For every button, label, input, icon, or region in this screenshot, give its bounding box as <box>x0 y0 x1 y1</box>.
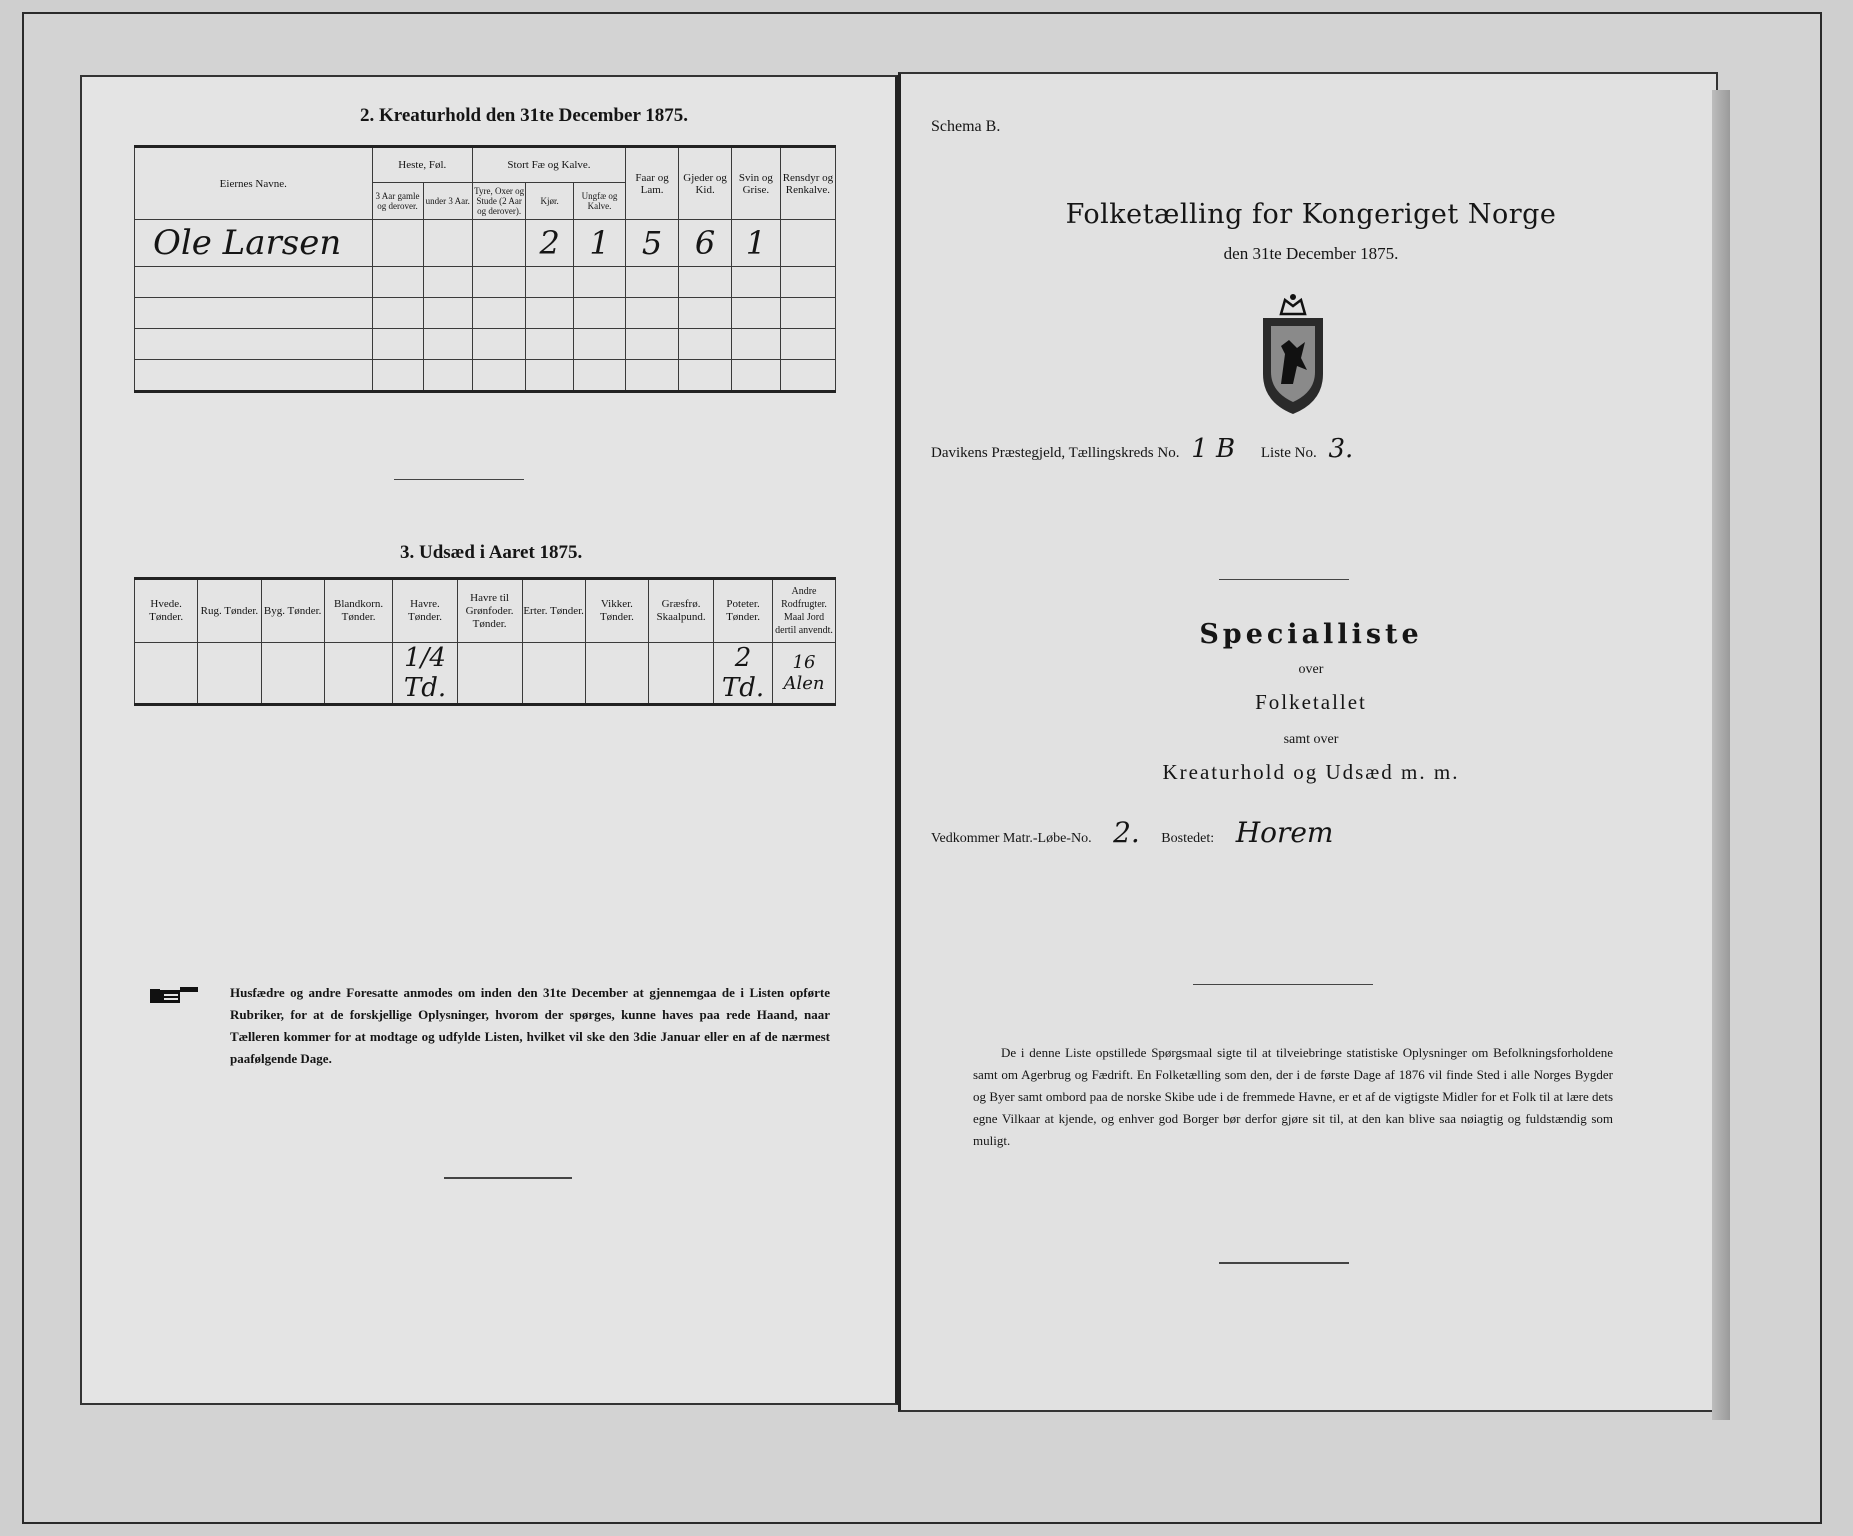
table-row <box>135 643 836 705</box>
section3-title: 3. Udsæd i Aaret 1875. <box>400 542 583 563</box>
divider <box>1219 1262 1349 1264</box>
bosted-value: Horem <box>1235 816 1334 849</box>
hvede-header: Hvede. Tønder. <box>135 579 198 643</box>
poteter-header: Poteter. Tønder. <box>714 579 773 643</box>
havre-value: 1/4 Td. <box>393 643 457 705</box>
erter-header: Erter. Tønder. <box>522 579 585 643</box>
blandkorn-header: Blandkorn. Tønder. <box>324 579 393 643</box>
special-title: Specialliste <box>1199 619 1423 650</box>
cattle-header: Stort Fæ og Kalve. <box>473 147 626 183</box>
cows-value: 2 <box>526 220 574 267</box>
table-row <box>135 360 836 392</box>
liste-label: Liste No. <box>1260 445 1317 461</box>
kreaturhold-text: Kreaturhold og Udsæd m. m. <box>1162 760 1460 784</box>
matr-label: Vedkommer Matr.-Løbe-No. <box>931 831 1092 846</box>
horses-old-header: 3 Aar gamle og derover. <box>372 183 423 220</box>
right-page <box>898 72 1718 1412</box>
divider <box>1219 579 1349 580</box>
sheep-header: Faar og Lam. <box>625 147 678 220</box>
notice-text: Husfædre og andre Foresatte anmodes om inden den 31te December at gjennemgaa de i Listen opførte Rubriker, for at de forskjellige Oplysninger, hvorom der spørges, kunne haves paa rede Haand, naar Tælleren kommer for at modtage og udfylde Listen, hvilket vil ske den 3die Januar eller en af de nærmest paafølgende Dage. <box>230 985 830 1066</box>
horses-header: Heste, Føl. <box>372 147 472 183</box>
reindeer-header: Rensdyr og Renkalve. <box>780 147 835 220</box>
liste-no: 3. <box>1328 434 1354 464</box>
table-row <box>135 298 836 329</box>
pigs-value: 1 <box>731 220 780 267</box>
info-paragraph: De i denne Liste opstillede Spørgsmaal sigte til at tilveiebringe statistiske Oplysninger om Befolkningsforholdene samt om Agerbrug og Fædrift. En Folketælling som den, der i de første Dage af 1876 vil finde Sted i alle Norges Bygder og Byer samt ombord paa de norske Skibe ude i de fremmede Havne, er et af de vigtigste Midler for et Folk til at lære dets egne Vilkaar at kjende, og enhver god Borger bør derfor gjøre sit til, at den kan blive saa nøiagtig og fuldstændig som muligt. <box>973 1045 1613 1148</box>
livestock-table <box>134 145 836 393</box>
matr-line <box>931 816 1351 849</box>
pointing-hand-icon <box>150 985 200 1007</box>
vikker-header: Vikker. Tønder. <box>585 579 648 643</box>
section2-title: 2. Kreaturhold den 31te December 1875. <box>360 105 689 126</box>
goats-header: Gjeder og Kid. <box>679 147 732 220</box>
bosted-label: Bostedet: <box>1161 831 1215 846</box>
owner-header: Eiernes Navne. <box>135 147 373 220</box>
rug-header: Rug. Tønder. <box>198 579 261 643</box>
sowing-table <box>134 577 836 706</box>
coat-of-arms-icon <box>1251 292 1335 417</box>
district-no: 1 B <box>1191 434 1236 464</box>
andre-value: 16 Alen <box>773 643 836 705</box>
schema-label: Schema B. <box>931 118 1001 135</box>
byg-header: Byg. Tønder. <box>261 579 324 643</box>
over-text: over <box>1298 662 1324 677</box>
bulls-header: Tyre, Oxer og Stude (2 Aar og derover). <box>473 183 526 220</box>
pigs-header: Svin og Grise. <box>731 147 780 220</box>
left-page <box>80 75 898 1405</box>
page-title: Folketælling for Kongeriget Norge <box>1065 199 1557 230</box>
owner-name: Ole Larsen <box>135 220 373 267</box>
divider <box>1193 984 1373 985</box>
page-edge-shadow <box>1712 90 1730 1420</box>
young-cattle-value: 1 <box>574 220 626 267</box>
samt-over-text: samt over <box>1283 732 1339 747</box>
poteter-value: 2 Td. <box>714 643 773 705</box>
horses-young-header: under 3 Aar. <box>423 183 473 220</box>
cows-header: Kjør. <box>526 183 574 220</box>
parish-label: Davikens Præstegjeld, Tællingskreds No. <box>931 445 1180 461</box>
young-cattle-header: Ungfæ og Kalve. <box>574 183 626 220</box>
table-row <box>135 220 836 267</box>
divider <box>394 479 524 480</box>
title-date: den 31te December 1875. <box>1223 244 1399 263</box>
goats-value: 6 <box>679 220 732 267</box>
table-row <box>135 267 836 298</box>
sheep-value: 5 <box>625 220 678 267</box>
havre-gronfoder-header: Havre til Grønfoder. Tønder. <box>457 579 522 643</box>
graesfro-header: Græsfrø. Skaalpund. <box>649 579 714 643</box>
matr-value: 2. <box>1113 816 1140 849</box>
folketallet-text: Folketallet <box>1255 690 1367 714</box>
andre-header: Andre Rodfrugter. Maal Jord dertil anvendt. <box>773 579 836 643</box>
table-row <box>135 329 836 360</box>
divider <box>444 1177 572 1179</box>
havre-header: Havre. Tønder. <box>393 579 457 643</box>
parish-line <box>931 434 1361 464</box>
